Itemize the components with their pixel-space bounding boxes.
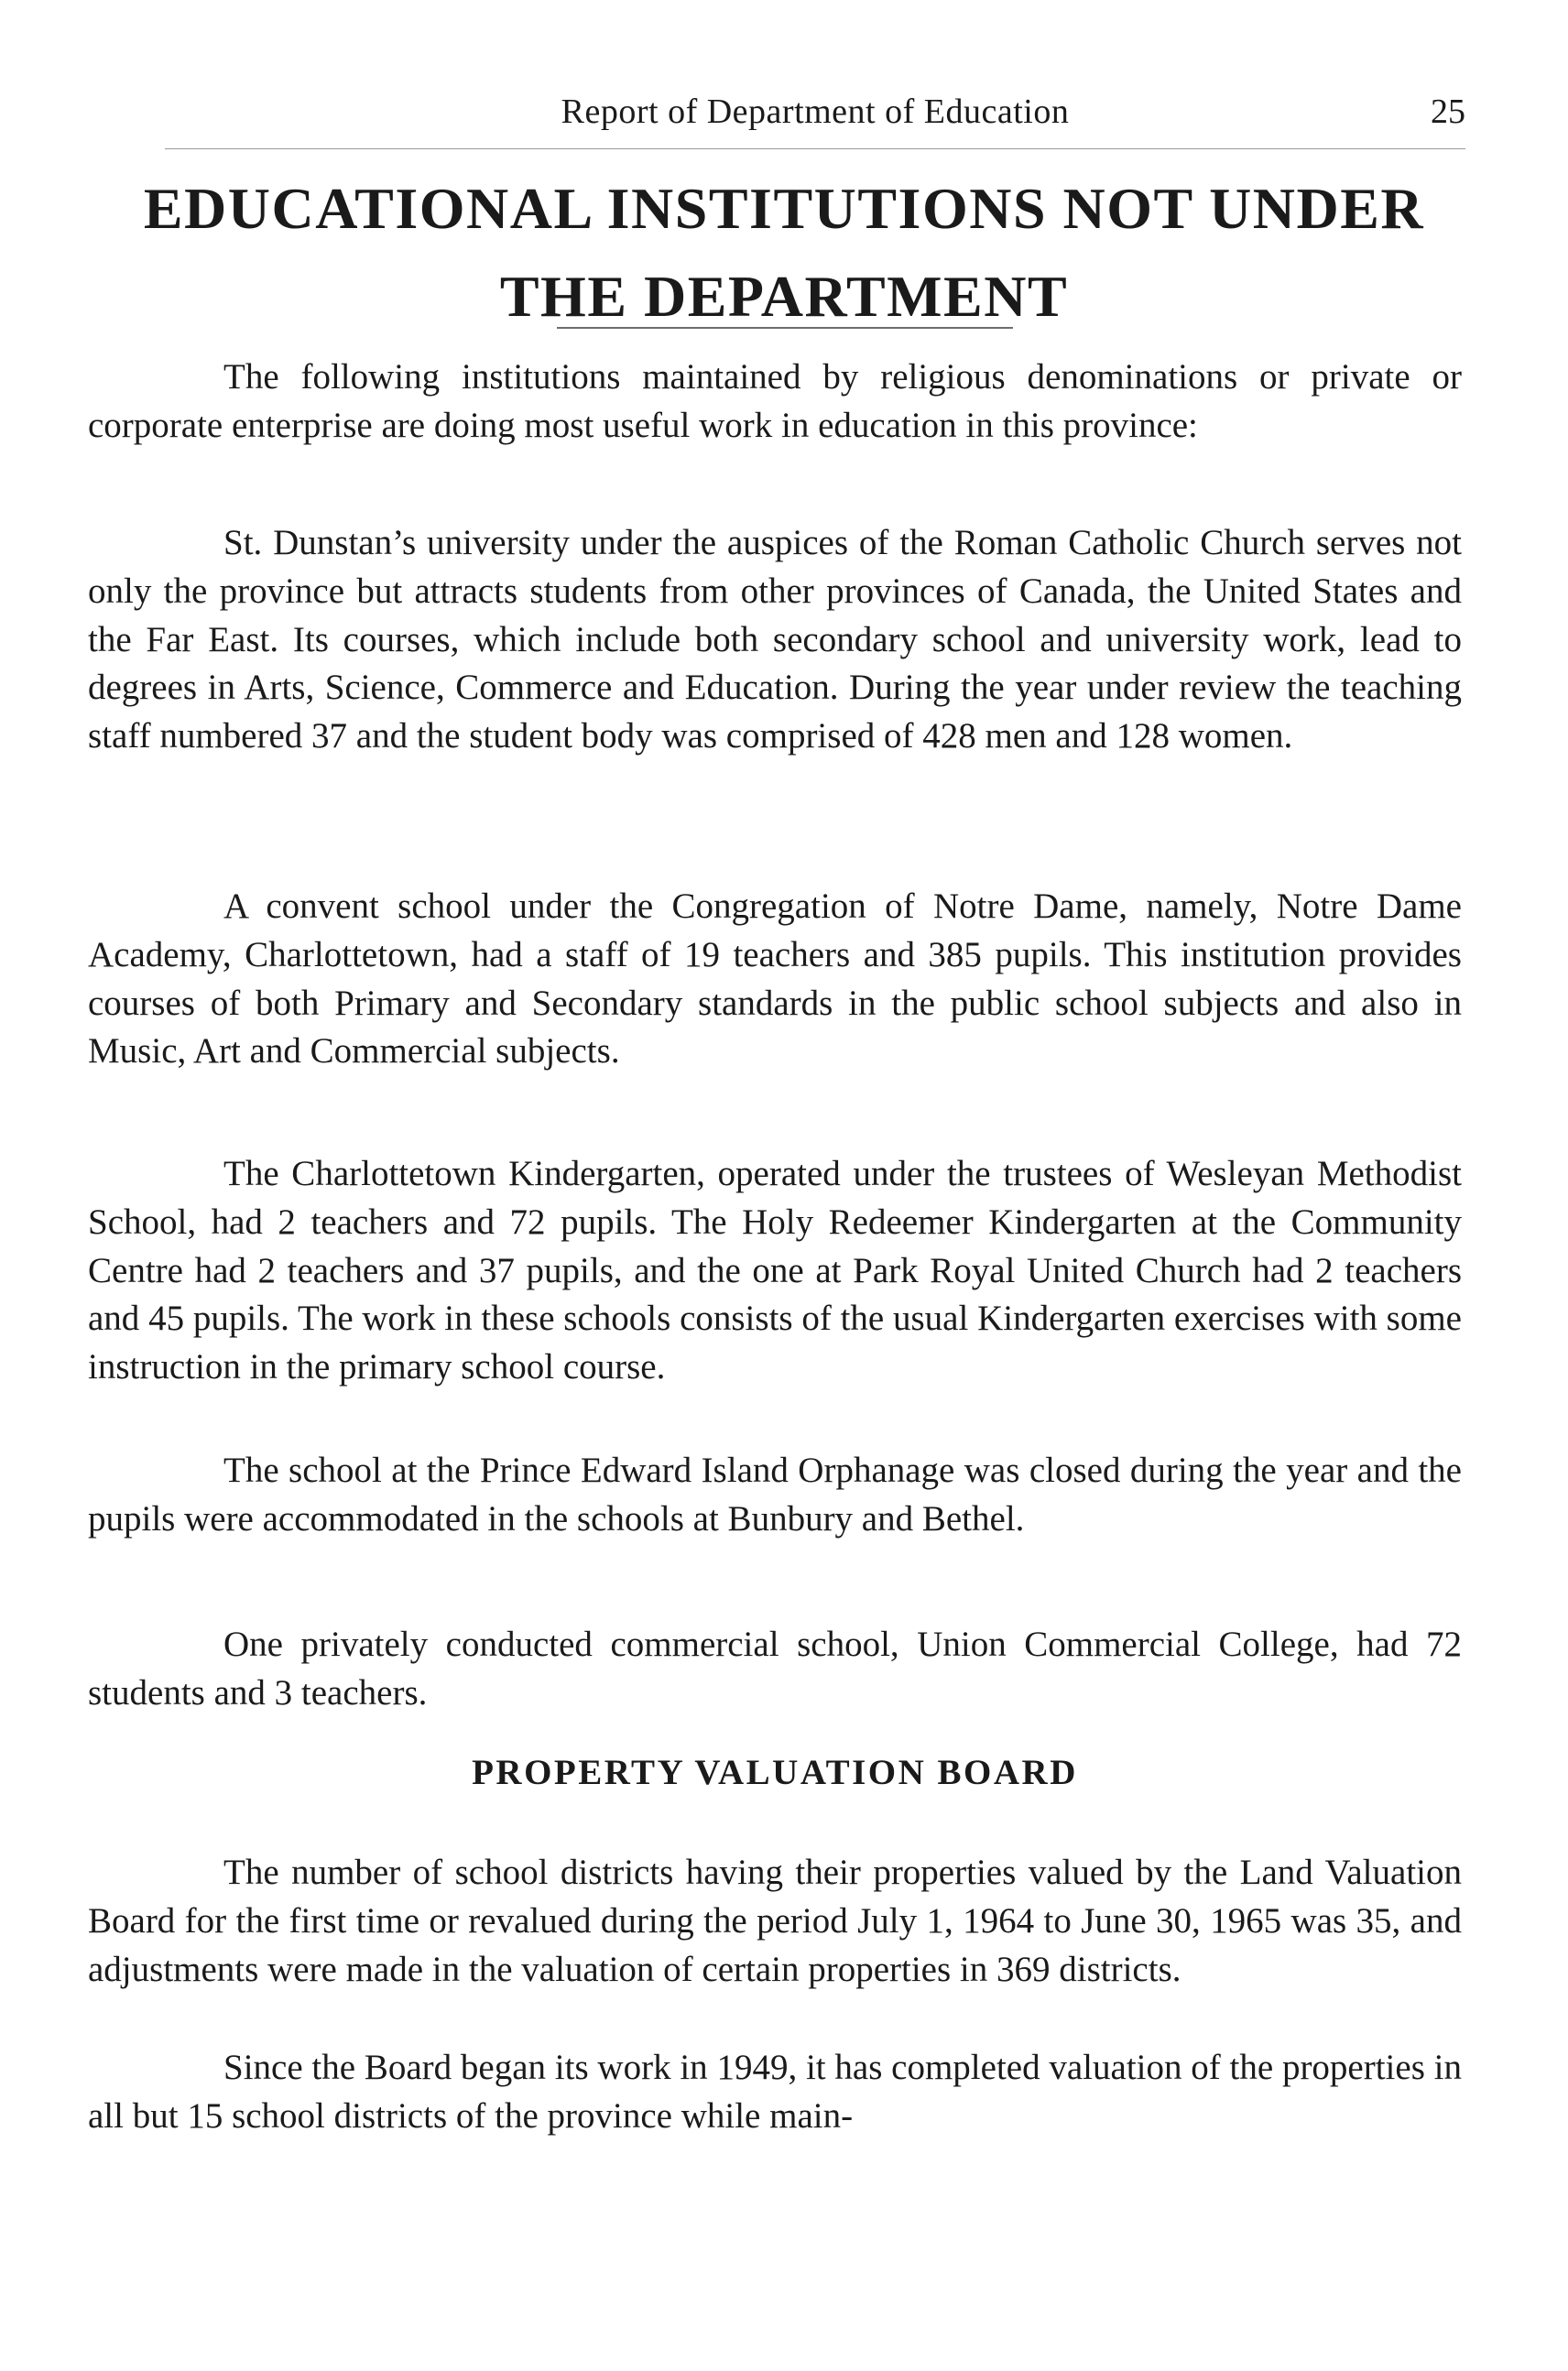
- paragraph-board-history: [88, 2044, 1462, 2141]
- paragraph-text: St. Dunstan’s university under the auspices of the Roman Catholic Church serves not only the province but attracts students from other provinces of Canada, the United States and the Far East. Its courses, which include both secondary school and university work, lead to degrees in Arts, Science, Commerce and Education. During the year under review the teaching staff numbered 37 and the student body was comprised of 428 men and 128 women.: [88, 523, 1462, 756]
- page-number: 25: [1431, 92, 1465, 131]
- paragraph-text: The following institutions maintained by religious denominations or private or corporate enterprise are doing most useful work in education in this province:: [88, 357, 1462, 445]
- running-header-title: Report of Department of Education: [561, 92, 1070, 131]
- paragraph-text: A convent school under the Congregation of Notre Dame, namely, Notre Dame Academy, Charlottetown, had a staff of 19 teachers and 385 pupils. This institution provides courses of both Primary and Secondary standards in the public school subjects and also in Music, Art and Commercial subjects.: [88, 886, 1462, 1071]
- paragraph-valuation: [88, 1849, 1462, 1994]
- paragraph-text: The school at the Prince Edward Island Orphanage was closed during the year and the pupils were accommodated in the schools at Bunbury and Bethel.: [88, 1451, 1462, 1539]
- paragraph-text: One privately conducted commercial school, Union Commercial College, had 72 students and 3 teachers.: [88, 1625, 1462, 1713]
- paragraph-kindergarten: [88, 1150, 1462, 1392]
- paragraph-intro: [88, 353, 1462, 451]
- running-header: [165, 84, 1465, 139]
- paragraph-notre-dame: [88, 883, 1462, 1076]
- paragraph-commercial-college: [88, 1621, 1462, 1718]
- paragraph-st-dunstans: [88, 519, 1462, 761]
- title-rule: [557, 327, 1013, 329]
- header-rule: [165, 148, 1465, 149]
- paragraph-text: The number of school districts having their properties valued by the Land Valuation Board for the first time or revalued during the period July 1, 1964 to June 30, 1965 was 35, and adjustments were made in the valuation of certain properties in 369 districts.: [88, 1853, 1462, 1989]
- section-heading: PROPERTY VALUATION BOARD: [472, 1753, 1078, 1792]
- paragraph-orphanage: [88, 1447, 1462, 1544]
- page-title: EDUCATIONAL INSTITUTIONS NOT UNDER THE DEPARTMENT: [143, 176, 1425, 329]
- paragraph-text: The Charlottetown Kindergarten, operated under the trustees of Wesleyan Methodist School, had 2 teachers and 72 pupils. The Holy Redeemer Kindergarten at the Community Centre had 2 teachers and 37 pupils, and the one at Park Royal United Church had 2 teachers and 45 pupils. The work in these schools consists of the usual Kindergarten exercises with some instruction in the primary school course.: [88, 1154, 1462, 1387]
- paragraph-text: Since the Board began its work in 1949, it has completed valuation of the properties in all but 15 school districts of the province while main-: [88, 2048, 1462, 2136]
